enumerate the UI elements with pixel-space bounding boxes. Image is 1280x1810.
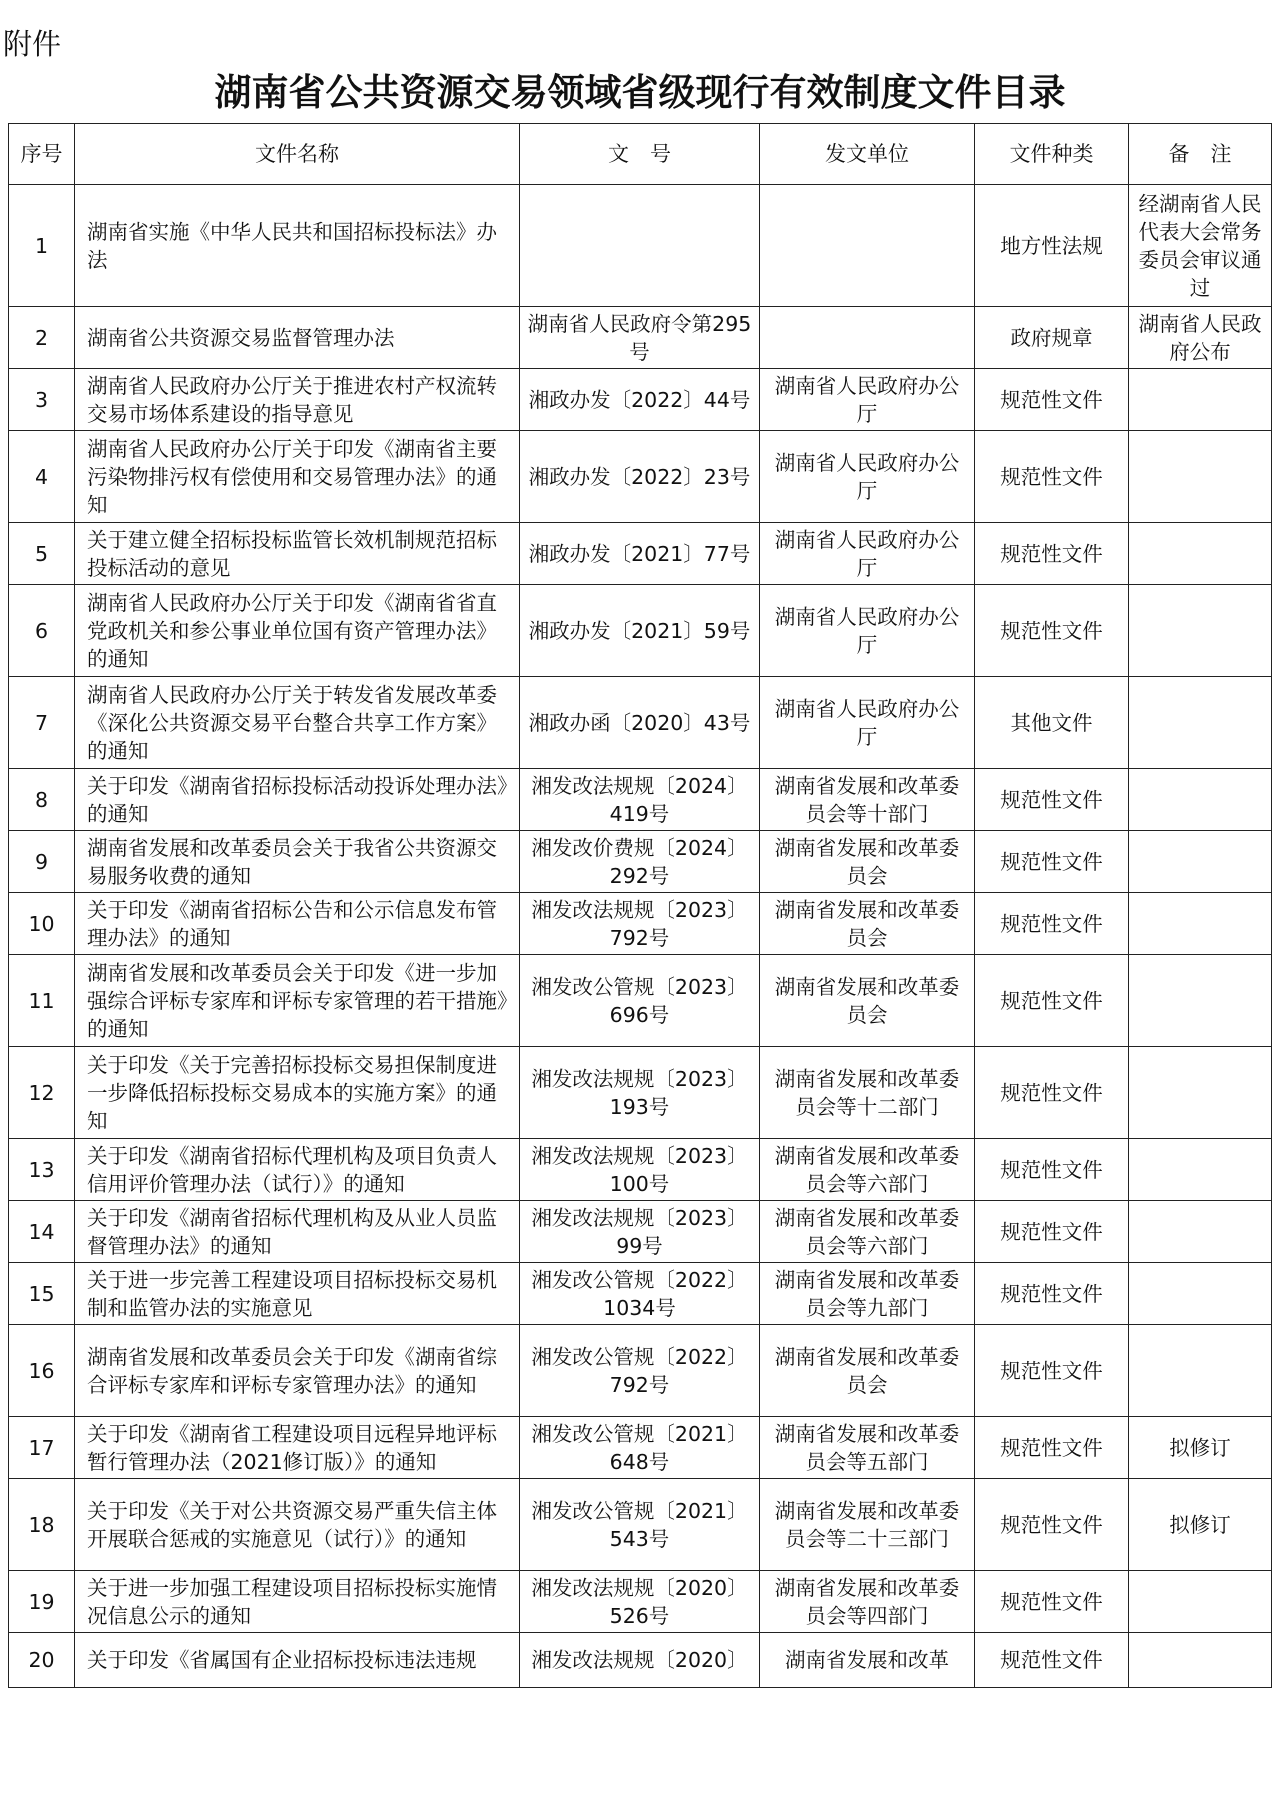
header-remark: 备 注 [1129,124,1272,185]
file-name-cell: 关于印发《湖南省工程建设项目远程异地评标暂行管理办法（2021修订版）》的通知 [75,1417,520,1479]
table-row [9,1325,1272,1417]
doc-number-cell: 湘政办发〔2021〕59号 [520,585,760,677]
table-row [9,1047,1272,1139]
remark-cell [1129,1139,1272,1201]
file-name-cell: 关于印发《湖南省招标投标活动投诉处理办法》的通知 [75,769,520,831]
table-row [9,185,1272,307]
header-type: 文件种类 [975,124,1129,185]
header-name: 文件名称 [75,124,520,185]
remark-cell [1129,955,1272,1047]
file-name-cell: 湖南省发展和改革委员会关于印发《湖南省综合评标专家库和评标专家管理办法》的通知 [75,1325,520,1417]
remark-cell [1129,769,1272,831]
doc-number-cell: 湘发改法规规〔2024〕419号 [520,769,760,831]
file-type-cell: 规范性文件 [975,431,1129,523]
file-name-cell: 湖南省人民政府办公厅关于印发《湖南省主要污染物排污权有偿使用和交易管理办法》的通知 [75,431,520,523]
header-issuer: 发文单位 [760,124,975,185]
issuer-cell: 湖南省发展和改革委员会 [760,831,975,893]
row-number-cell: 16 [9,1325,75,1417]
issuer-cell: 湖南省人民政府办公厅 [760,431,975,523]
row-number-cell: 11 [9,955,75,1047]
table-row [9,955,1272,1047]
file-name-cell: 湖南省人民政府办公厅关于转发省发展改革委《深化公共资源交易平台整合共享工作方案》的通知 [75,677,520,769]
table-row [9,831,1272,893]
doc-number-cell: 湘发改价费规〔2024〕292号 [520,831,760,893]
row-number-cell: 7 [9,677,75,769]
file-name-cell: 湖南省公共资源交易监督管理办法 [75,307,520,369]
row-number-cell: 6 [9,585,75,677]
issuer-cell: 湖南省人民政府办公厅 [760,369,975,431]
file-type-cell: 规范性文件 [975,369,1129,431]
file-name-cell: 湖南省实施《中华人民共和国招标投标法》办法 [75,185,520,307]
doc-number-cell: 湘发改公管规〔2023〕696号 [520,955,760,1047]
table-row [9,1571,1272,1633]
doc-number-cell: 湘发改法规规〔2023〕99号 [520,1201,760,1263]
issuer-cell: 湖南省发展和改革委员会等九部门 [760,1263,975,1325]
doc-number-cell: 湘发改法规规〔2023〕100号 [520,1139,760,1201]
table-row [9,677,1272,769]
attachment-label: 附件 [3,27,62,61]
remark-cell [1129,369,1272,431]
issuer-cell: 湖南省人民政府办公厅 [760,523,975,585]
remark-cell [1129,831,1272,893]
table-row [9,769,1272,831]
doc-number-cell: 湘发改公管规〔2021〕648号 [520,1417,760,1479]
remark-cell [1129,1201,1272,1263]
file-type-cell: 规范性文件 [975,831,1129,893]
row-number-cell: 18 [9,1479,75,1571]
row-number-cell: 13 [9,1139,75,1201]
issuer-cell: 湖南省发展和改革委员会等六部门 [760,1139,975,1201]
doc-number-cell: 湘发改公管规〔2022〕792号 [520,1325,760,1417]
table-row [9,1263,1272,1325]
table-row [9,1201,1272,1263]
file-name-cell: 湖南省发展和改革委员会关于印发《进一步加强综合评标专家库和评标专家管理的若干措施》的通知 [75,955,520,1047]
doc-number-cell: 湘发改公管规〔2021〕543号 [520,1479,760,1571]
file-type-cell: 规范性文件 [975,1633,1129,1688]
issuer-cell: 湖南省发展和改革委员会 [760,1325,975,1417]
header-no: 序号 [9,124,75,185]
issuer-cell: 湖南省发展和改革委员会等四部门 [760,1571,975,1633]
issuer-cell: 湖南省人民政府办公厅 [760,585,975,677]
file-name-cell: 湖南省人民政府办公厅关于推进农村产权流转交易市场体系建设的指导意见 [75,369,520,431]
doc-number-cell: 湘发改法规规〔2023〕193号 [520,1047,760,1139]
row-number-cell: 3 [9,369,75,431]
file-name-cell: 关于印发《湖南省招标代理机构及从业人员监督管理办法》的通知 [75,1201,520,1263]
remark-cell [1129,1047,1272,1139]
file-name-cell: 关于进一步加强工程建设项目招标投标实施情况信息公示的通知 [75,1571,520,1633]
remark-cell: 拟修订 [1129,1417,1272,1479]
issuer-cell [760,307,975,369]
row-number-cell: 14 [9,1201,75,1263]
file-name-cell: 关于印发《省属国有企业招标投标违法违规 [75,1633,520,1688]
file-type-cell: 地方性法规 [975,185,1129,307]
table-row [9,431,1272,523]
doc-number-cell: 湘发改法规规〔2023〕792号 [520,893,760,955]
file-name-cell: 关于印发《关于完善招标投标交易担保制度进一步降低招标投标交易成本的实施方案》的通知 [75,1047,520,1139]
row-number-cell: 20 [9,1633,75,1688]
table-row [9,1139,1272,1201]
table-row [9,1479,1272,1571]
doc-number-cell: 湘政办发〔2022〕23号 [520,431,760,523]
file-type-cell: 规范性文件 [975,1325,1129,1417]
file-type-cell: 规范性文件 [975,1139,1129,1201]
row-number-cell: 10 [9,893,75,955]
file-type-cell: 规范性文件 [975,1201,1129,1263]
doc-number-cell [520,185,760,307]
row-number-cell: 9 [9,831,75,893]
file-type-cell: 规范性文件 [975,955,1129,1047]
page-title: 湖南省公共资源交易领域省级现行有效制度文件目录 [214,70,1066,114]
issuer-cell: 湖南省发展和改革委员会等六部门 [760,1201,975,1263]
remark-cell [1129,1571,1272,1633]
issuer-cell: 湖南省人民政府办公厅 [760,677,975,769]
doc-number-cell: 湘政办发〔2022〕44号 [520,369,760,431]
remark-cell: 经湖南省人民代表大会常务委员会审议通过 [1129,185,1272,307]
file-name-cell: 关于印发《关于对公共资源交易严重失信主体开展联合惩戒的实施意见（试行）》的通知 [75,1479,520,1571]
table-row [9,369,1272,431]
table-row [9,1633,1272,1688]
remark-cell [1129,431,1272,523]
table-header-row [9,124,1272,185]
remark-cell [1129,1325,1272,1417]
file-name-cell: 关于印发《湖南省招标代理机构及项目负责人信用评价管理办法（试行）》的通知 [75,1139,520,1201]
row-number-cell: 4 [9,431,75,523]
doc-number-cell: 湘政办发〔2021〕77号 [520,523,760,585]
file-type-cell: 规范性文件 [975,1571,1129,1633]
issuer-cell: 湖南省发展和改革委员会 [760,955,975,1047]
table-row [9,523,1272,585]
file-type-cell: 规范性文件 [975,585,1129,677]
header-doc-no: 文 号 [520,124,760,185]
file-name-cell: 关于印发《湖南省招标公告和公示信息发布管理办法》的通知 [75,893,520,955]
doc-number-cell: 湘发改公管规〔2022〕1034号 [520,1263,760,1325]
file-type-cell: 规范性文件 [975,523,1129,585]
remark-cell: 拟修订 [1129,1479,1272,1571]
file-name-cell: 湖南省人民政府办公厅关于印发《湖南省省直党政机关和参公事业单位国有资产管理办法》的通知 [75,585,520,677]
file-type-cell: 其他文件 [975,677,1129,769]
issuer-cell: 湖南省发展和改革委员会 [760,893,975,955]
row-number-cell: 8 [9,769,75,831]
file-type-cell: 规范性文件 [975,893,1129,955]
issuer-cell: 湖南省发展和改革委员会等二十三部门 [760,1479,975,1571]
issuer-cell: 湖南省发展和改革委员会等十部门 [760,769,975,831]
remark-cell [1129,893,1272,955]
row-number-cell: 1 [9,185,75,307]
doc-number-cell: 湖南省人民政府令第295号 [520,307,760,369]
table-row [9,585,1272,677]
row-number-cell: 12 [9,1047,75,1139]
row-number-cell: 15 [9,1263,75,1325]
doc-number-cell: 湘发改法规规〔2020〕526号 [520,1571,760,1633]
table-row [9,1417,1272,1479]
file-name-cell: 湖南省发展和改革委员会关于我省公共资源交易服务收费的通知 [75,831,520,893]
file-type-cell: 规范性文件 [975,769,1129,831]
doc-number-cell: 湘政办函〔2020〕43号 [520,677,760,769]
issuer-cell [760,185,975,307]
remark-cell [1129,1263,1272,1325]
table-row [9,307,1272,369]
remark-cell [1129,677,1272,769]
remark-cell: 湖南省人民政府公布 [1129,307,1272,369]
table-row [9,893,1272,955]
remark-cell [1129,523,1272,585]
file-type-cell: 规范性文件 [975,1417,1129,1479]
row-number-cell: 17 [9,1417,75,1479]
row-number-cell: 19 [9,1571,75,1633]
issuer-cell: 湖南省发展和改革委员会等五部门 [760,1417,975,1479]
issuer-cell: 湖南省发展和改革 [760,1633,975,1688]
file-type-cell: 规范性文件 [975,1479,1129,1571]
file-name-cell: 关于进一步完善工程建设项目招标投标交易机制和监管办法的实施意见 [75,1263,520,1325]
file-type-cell: 规范性文件 [975,1263,1129,1325]
remark-cell [1129,585,1272,677]
row-number-cell: 5 [9,523,75,585]
row-number-cell: 2 [9,307,75,369]
doc-number-cell: 湘发改法规规〔2020〕 [520,1633,760,1688]
file-name-cell: 关于建立健全招标投标监管长效机制规范招标投标活动的意见 [75,523,520,585]
file-type-cell: 政府规章 [975,307,1129,369]
document-table [8,123,1272,1688]
issuer-cell: 湖南省发展和改革委员会等十二部门 [760,1047,975,1139]
file-type-cell: 规范性文件 [975,1047,1129,1139]
remark-cell [1129,1633,1272,1688]
